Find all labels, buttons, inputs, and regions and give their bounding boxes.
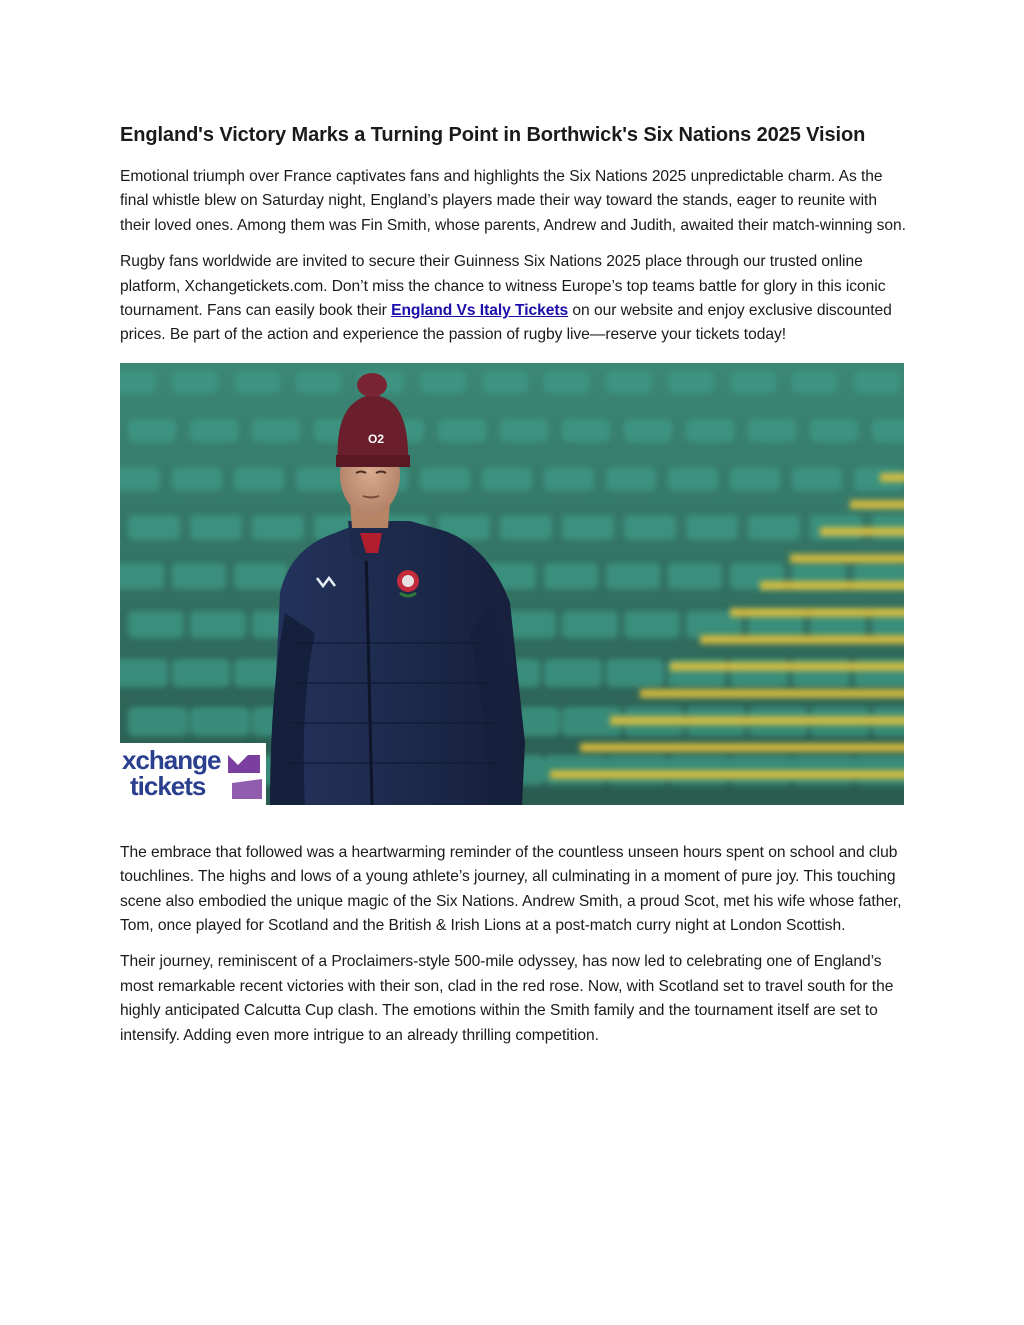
stadium-seat	[668, 467, 718, 491]
yellow-seat-row	[580, 743, 904, 752]
article	[120, 118, 910, 1060]
stadium-seat	[686, 419, 734, 442]
xchange-tickets-logo	[120, 743, 266, 805]
stadium-seat	[872, 419, 904, 442]
stadium-seat	[562, 515, 614, 540]
stadium-seat	[120, 659, 168, 687]
yellow-seat-row	[880, 473, 904, 482]
yellow-seat-row	[730, 608, 904, 617]
logo-line-1: xchange	[122, 744, 221, 775]
yellow-seat-row	[670, 662, 904, 671]
stadium-seat	[686, 515, 738, 540]
stadium-seat	[128, 419, 176, 442]
stadium-seat	[234, 467, 284, 491]
coach-stadium-image	[120, 363, 904, 805]
ticket-icon	[228, 755, 260, 773]
stadium-seat	[544, 659, 602, 687]
stadium-seat	[624, 611, 680, 638]
stadium-seat	[190, 419, 238, 442]
stadium-seat	[120, 563, 164, 589]
yellow-seat-row	[640, 689, 904, 698]
stadium-seat	[420, 467, 470, 491]
stadium-seat	[120, 467, 160, 491]
logo-line-2: tickets	[130, 770, 206, 801]
paragraph-promo	[120, 250, 910, 348]
stadium-seat	[190, 707, 250, 736]
stadium-seat	[296, 371, 342, 393]
stadium-seat	[544, 563, 598, 589]
stadium-seat	[190, 515, 242, 540]
stadium-seat	[810, 419, 858, 442]
stadium-seat	[128, 611, 184, 638]
hat-sponsor-text: O2	[368, 431, 385, 446]
stadium-seat	[748, 515, 800, 540]
article-title: England's Victory Marks a Turning Point in Borthwick's Six Nations 2025 Vision	[120, 124, 866, 146]
stadium-seat	[748, 419, 796, 442]
stadium-seat	[190, 611, 246, 638]
paragraph-embrace: The embrace that followed was a heartwarming reminder of the countless unseen hours spent on school and club touchlines. The highs and lows of a young athlete’s journey, all culminating in a moment of pure joy. This touching scene also embodied the unique magic of the Six Nations. Andrew Smith, a proud Scot, met his wife whose father, Tom, once played for Scotland and the British & Irish Lions at a post-match curry night at London Scottish.	[120, 843, 902, 935]
stadium-seat	[252, 419, 300, 442]
stadium-seat	[234, 563, 288, 589]
stadium-seat	[562, 611, 618, 638]
stadium-seat	[172, 467, 222, 491]
stadium-seat	[624, 515, 676, 540]
yellow-seat-row	[700, 635, 904, 644]
stadium-seat	[420, 371, 466, 393]
paragraph-intro: Emotional triumph over France captivates fans and highlights the Six Nations 2025 unpredictable charm. As the final whistle blew on Saturday night, England’s players made their way toward the stands, eager to reunite with their loved ones. Among them was Fin Smith, whose parents, Andrew and Judith, awaited their match-winning son.	[120, 168, 906, 234]
promo-text-before: Rugby fans worldwide are invited to secure their Guinness Six Nations 2025 place through our trusted online platform, Xchangetickets.com. Don’t miss the chance to witness Europe’s top teams battle for glory in this iconic tournament. Fans can easily book their	[120, 253, 886, 320]
stadium-seat	[668, 371, 714, 393]
stadium-seat	[624, 419, 672, 442]
stadium-seat	[252, 515, 304, 540]
yellow-seat-row	[850, 500, 904, 509]
ticket-stub-icon	[232, 779, 262, 799]
stadium-seat	[792, 371, 838, 393]
stadium-seat	[562, 419, 610, 442]
stadium-seat	[606, 371, 652, 393]
yellow-seat-row	[550, 770, 904, 779]
stadium-seat	[500, 515, 552, 540]
stadium-seat	[730, 467, 780, 491]
stadium-seat	[854, 371, 900, 393]
promo-text-after: on our website and enjoy exclusive discounted prices. Be part of the action and experience the passion of rugby live—reserve your tickets today!	[120, 302, 892, 344]
article-photo	[120, 363, 904, 805]
stadium-seat	[792, 467, 842, 491]
stadium-seat	[296, 467, 346, 491]
yellow-seat-row	[610, 716, 904, 725]
stadium-seat	[128, 707, 188, 736]
stadium-seat	[500, 419, 548, 442]
stadium-seat	[544, 467, 594, 491]
stadium-seat	[172, 371, 218, 393]
yellow-seat-row	[790, 554, 904, 563]
stadium-seat	[606, 563, 660, 589]
stadium-seat	[172, 563, 226, 589]
stadium-seat	[482, 467, 532, 491]
yellow-seat-row	[760, 581, 904, 590]
stadium-seat	[482, 371, 528, 393]
england-vs-italy-tickets-link[interactable]: England Vs Italy Tickets	[391, 302, 569, 320]
stadium-seat	[730, 371, 776, 393]
stadium-seat	[668, 563, 722, 589]
stadium-seat	[234, 371, 280, 393]
stadium-seat	[128, 515, 180, 540]
stadium-seat	[172, 659, 230, 687]
stadium-seat	[438, 419, 486, 442]
paragraph-journey: Their journey, reminiscent of a Proclaimers-style 500-mile odyssey, has now led to celebrating one of England’s most remarkable recent victories with their son, clad in the red rose. Now, with Scotland set to travel south for the highly anticipated Calcutta Cup clash. The emotions within the Smith family and the tournament itself are set to intensify. Adding even more intrigue to an already thrilling competition.	[120, 953, 894, 1044]
yellow-seat-row	[820, 527, 904, 536]
stadium-seat	[606, 659, 664, 687]
stadium-seat	[606, 467, 656, 491]
stadium-seat	[120, 371, 156, 393]
stadium-seat	[544, 371, 590, 393]
